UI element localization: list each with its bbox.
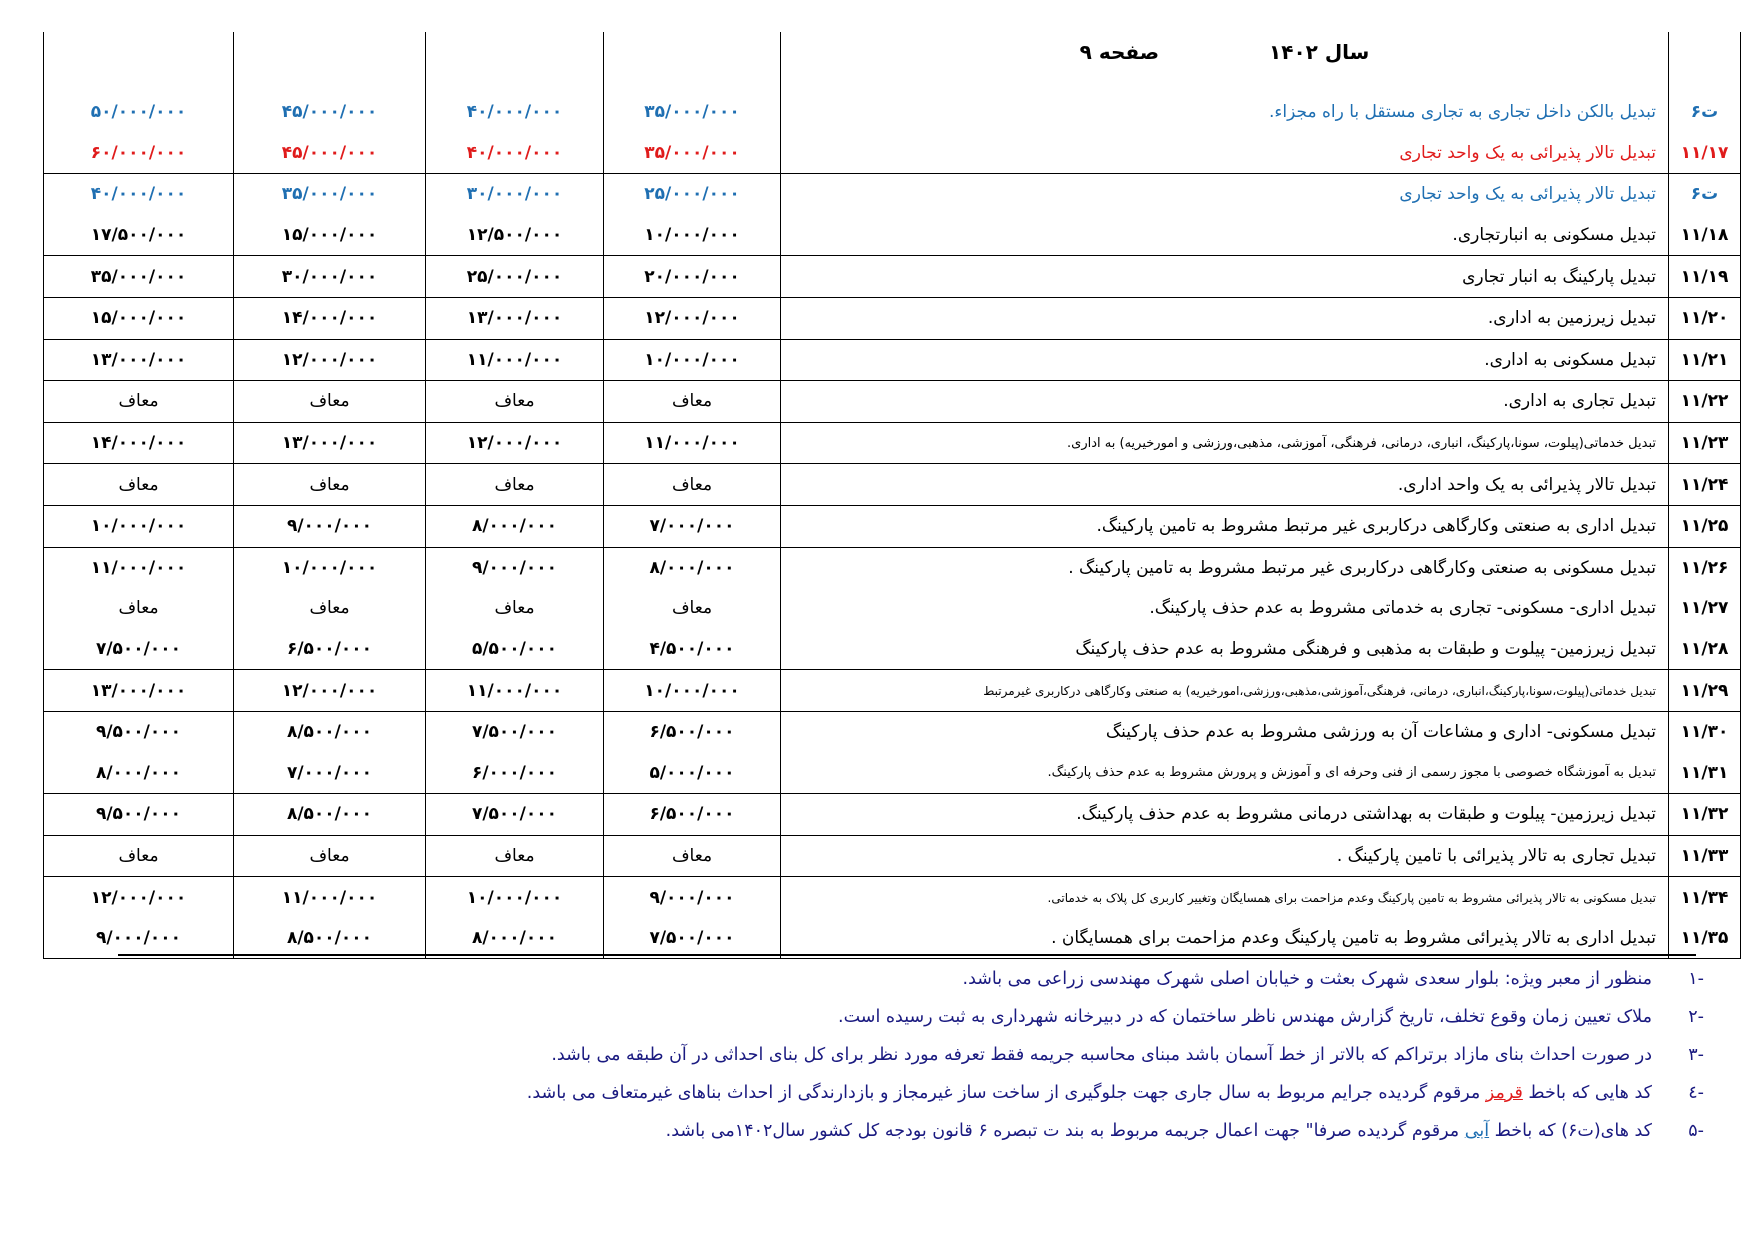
table-row <box>44 381 1741 423</box>
table-row <box>44 794 1741 836</box>
value-cell: ۴۵/۰۰۰/۰۰۰ <box>234 133 426 174</box>
note-text-pre: کد های(ت۶) که باخط <box>1489 1121 1652 1141</box>
value-cell: معاف <box>426 381 604 423</box>
row-code: ۱۱/۱۸ <box>1669 215 1741 256</box>
row-description: تبدیل مسکونی به انبارتجاری. <box>781 215 1669 256</box>
table-row <box>44 835 1741 877</box>
row-code: ۱۱/۲۹ <box>1669 670 1741 712</box>
blue-highlight-word: آبی <box>1464 1121 1490 1141</box>
value-cell: ۸/۵۰۰/۰۰۰ <box>234 794 426 836</box>
value-cell: ۱۴/۰۰۰/۰۰۰ <box>44 422 234 464</box>
row-description: تبدیل زیرزمین- پیلوت و طبقات به مذهبی و فرهنگی مشروط به عدم حذف پارکینگ <box>781 629 1669 670</box>
value-cell: ۱۱/۰۰۰/۰۰۰ <box>426 670 604 712</box>
value-cell: معاف <box>604 835 781 877</box>
value-cell: ۹/۵۰۰/۰۰۰ <box>44 794 234 836</box>
value-cell: ۹/۰۰۰/۰۰۰ <box>604 877 781 918</box>
value-cell: ۵/۵۰۰/۰۰۰ <box>426 629 604 670</box>
page-header <box>781 32 1669 92</box>
value-cell: ۱۲/۰۰۰/۰۰۰ <box>234 339 426 381</box>
row-code: ۱۱/۲۵ <box>1669 505 1741 547</box>
value-cell: ۳۰/۰۰۰/۰۰۰ <box>234 256 426 298</box>
row-code: ۱۱/۳۰ <box>1669 711 1741 752</box>
note-item <box>527 1036 1704 1074</box>
value-cell: ۱۲/۰۰۰/۰۰۰ <box>234 670 426 712</box>
value-cell: ۵/۰۰۰/۰۰۰ <box>604 753 781 794</box>
row-description: تبدیل تجاری به تالار پذیرائی با تامین پارکینگ . <box>781 835 1669 877</box>
value-cell: ۷/۵۰۰/۰۰۰ <box>44 629 234 670</box>
header-row <box>44 32 1741 92</box>
value-cell: ۸/۵۰۰/۰۰۰ <box>234 711 426 752</box>
note-item <box>527 1112 1704 1150</box>
row-description: تبدیل خدماتی(پیلوت، سونا،پارکینگ، انباری، درمانی، فرهنگی، آموزشی، مذهبی،ورزشی و امورخیریه) به اداری. <box>781 422 1669 464</box>
value-cell: ۱۱/۰۰۰/۰۰۰ <box>604 422 781 464</box>
value-cell: معاف <box>44 835 234 877</box>
value-cell: ۸/۵۰۰/۰۰۰ <box>234 918 426 959</box>
value-cell: ۸/۰۰۰/۰۰۰ <box>604 547 781 588</box>
value-cell: ۸/۰۰۰/۰۰۰ <box>426 505 604 547</box>
table-row <box>44 670 1741 712</box>
note-text-pre: کد هایی که باخط <box>1522 1083 1652 1103</box>
value-cell: معاف <box>426 464 604 506</box>
table-row <box>44 133 1741 174</box>
table-row <box>44 339 1741 381</box>
value-cell: ۱۵/۰۰۰/۰۰۰ <box>44 297 234 339</box>
value-cell: ۱۱/۰۰۰/۰۰۰ <box>44 547 234 588</box>
note-text-post: مرقوم گردیده جرایم مربوط به سال جاری جهت جلوگیری از ساخت ساز غیرمجاز و بازدارندگی از احداث بناهای غیرمتعاف می باشد. <box>526 1083 1486 1103</box>
table-row <box>44 629 1741 670</box>
value-cell: معاف <box>604 464 781 506</box>
row-description: تبدیل تجاری به اداری. <box>781 381 1669 423</box>
value-cell: ۱۳/۰۰۰/۰۰۰ <box>234 422 426 464</box>
row-description: تبدیل تالار پذیرائی به یک واحد اداری. <box>781 464 1669 506</box>
row-code: ۱۱/۲۶ <box>1669 547 1741 588</box>
value-cell: ۷/۰۰۰/۰۰۰ <box>234 753 426 794</box>
header-year: سال ۱۴۰۲ <box>1269 40 1370 64</box>
table-row <box>44 588 1741 629</box>
table-row <box>44 464 1741 506</box>
row-code: ت۶ <box>1669 92 1741 133</box>
row-code: ۱۱/۲۷ <box>1669 588 1741 629</box>
value-cell: ۷/۰۰۰/۰۰۰ <box>604 505 781 547</box>
row-description: تبدیل مسکونی به تالار پذیرائی مشروط به تامین پارکینگ وعدم مزاحمت برای همسایگان وتغییر کاربری کل پلاک به خدماتی. <box>781 877 1669 918</box>
row-code: ۱۱/۳۳ <box>1669 835 1741 877</box>
value-cell: ۳۵/۰۰۰/۰۰۰ <box>604 133 781 174</box>
value-cell: ۷/۵۰۰/۰۰۰ <box>426 794 604 836</box>
note-number: -۳ <box>1688 1045 1704 1065</box>
value-cell: ۳۰/۰۰۰/۰۰۰ <box>426 174 604 215</box>
note-number: -۵ <box>1688 1121 1704 1141</box>
note-item <box>527 1074 1704 1112</box>
row-code: ۱۱/۳۴ <box>1669 877 1741 918</box>
value-cell: ۹/۰۰۰/۰۰۰ <box>44 918 234 959</box>
value-cell: ۱۳/۰۰۰/۰۰۰ <box>44 339 234 381</box>
value-cell: ۴/۵۰۰/۰۰۰ <box>604 629 781 670</box>
value-cell: ۷/۵۰۰/۰۰۰ <box>426 711 604 752</box>
table-row <box>44 918 1741 959</box>
row-description: تبدیل تالار پذیرائی به یک واحد تجاری <box>781 133 1669 174</box>
value-cell: ۷/۵۰۰/۰۰۰ <box>604 918 781 959</box>
value-cell: ۶/۵۰۰/۰۰۰ <box>234 629 426 670</box>
note-number: -۱ <box>1688 969 1704 989</box>
value-cell: ۸/۰۰۰/۰۰۰ <box>44 753 234 794</box>
value-cell: ۶۰/۰۰۰/۰۰۰ <box>44 133 234 174</box>
value-cell: ۴۰/۰۰۰/۰۰۰ <box>44 174 234 215</box>
value-cell: ۲۵/۰۰۰/۰۰۰ <box>604 174 781 215</box>
value-cell: معاف <box>234 464 426 506</box>
table-row <box>44 174 1741 215</box>
row-code: ۱۱/۲۰ <box>1669 297 1741 339</box>
value-cell: ۲۰/۰۰۰/۰۰۰ <box>604 256 781 298</box>
note-text: منظور از معبر ویژه: بلوار سعدی شهرک بعثت و خیابان اصلی شهرک مهندسی زراعی می باشد. <box>962 969 1652 989</box>
value-cell: معاف <box>426 588 604 629</box>
value-cell: ۱۳/۰۰۰/۰۰۰ <box>426 297 604 339</box>
row-description: تبدیل مسکونی به صنعتی وکارگاهی درکاربری غیر مرتبط مشروط به تامین پارکینگ . <box>781 547 1669 588</box>
value-cell: ۵۰/۰۰۰/۰۰۰ <box>44 92 234 133</box>
table-row <box>44 92 1741 133</box>
table-row <box>44 215 1741 256</box>
row-code: ۱۱/۲۱ <box>1669 339 1741 381</box>
row-description: تبدیل تالار پذیرائی به یک واحد تجاری <box>781 174 1669 215</box>
value-cell: معاف <box>44 381 234 423</box>
value-cell: ۱۰/۰۰۰/۰۰۰ <box>234 547 426 588</box>
table-row <box>44 297 1741 339</box>
value-cell: ۳۵/۰۰۰/۰۰۰ <box>234 174 426 215</box>
value-cell: ۸/۰۰۰/۰۰۰ <box>426 918 604 959</box>
value-cell: ۱۴/۰۰۰/۰۰۰ <box>234 297 426 339</box>
value-cell: ۹/۰۰۰/۰۰۰ <box>426 547 604 588</box>
value-cell: ۱۰/۰۰۰/۰۰۰ <box>426 877 604 918</box>
value-cell: ۱۰/۰۰۰/۰۰۰ <box>44 505 234 547</box>
value-cell: ۱۱/۰۰۰/۰۰۰ <box>426 339 604 381</box>
value-cell: معاف <box>426 835 604 877</box>
row-code: ۱۱/۱۹ <box>1669 256 1741 298</box>
red-highlight-word: قرمز <box>1485 1083 1523 1103</box>
value-cell: ۲۵/۰۰۰/۰۰۰ <box>426 256 604 298</box>
value-cell: ۱۲/۰۰۰/۰۰۰ <box>604 297 781 339</box>
header-page: صفحه ۹ <box>1079 40 1160 64</box>
note-item <box>527 960 1704 998</box>
value-cell: ۳۵/۰۰۰/۰۰۰ <box>44 256 234 298</box>
value-cell: ۴۵/۰۰۰/۰۰۰ <box>234 92 426 133</box>
row-description: تبدیل خدماتی(پیلوت،سونا،پارکینگ،انباری، درمانی، فرهنگی،آموزشی،مذهبی،ورزشی،امورخیریه) به صنعتی وکارگاهی درکاربری غیرمرتبط <box>781 670 1669 712</box>
row-code: ت۶ <box>1669 174 1741 215</box>
table-row <box>44 256 1741 298</box>
value-cell: معاف <box>234 588 426 629</box>
value-cell: معاف <box>604 381 781 423</box>
row-code: ۱۱/۲۲ <box>1669 381 1741 423</box>
table-row <box>44 877 1741 918</box>
row-description: تبدیل اداری به صنعتی وکارگاهی درکاربری غیر مرتبط مشروط به تامین پارکینگ. <box>781 505 1669 547</box>
footnotes <box>527 960 1704 1150</box>
note-text: ملاک تعیین زمان وقوع تخلف، تاریخ گزارش مهندس ناظر ساختمان که در دبیرخانه شهرداری به ثبت رسیده است. <box>838 1007 1652 1027</box>
value-cell: ۳۵/۰۰۰/۰۰۰ <box>604 92 781 133</box>
value-cell: ۱۲/۰۰۰/۰۰۰ <box>44 877 234 918</box>
divider-line <box>118 954 1696 956</box>
row-code: ۱۱/۳۲ <box>1669 794 1741 836</box>
row-description: تبدیل به آموزشگاه خصوصی با مجوز رسمی از فنی وحرفه ای و آموزش و پرورش مشروط به عدم حذف پارکینگ. <box>781 753 1669 794</box>
value-cell: معاف <box>44 588 234 629</box>
row-code: ۱۱/۳۱ <box>1669 753 1741 794</box>
row-description: تبدیل زیرزمین به اداری. <box>781 297 1669 339</box>
value-cell: ۶/۵۰۰/۰۰۰ <box>604 711 781 752</box>
note-item <box>527 998 1704 1036</box>
value-cell: ۹/۰۰۰/۰۰۰ <box>234 505 426 547</box>
value-cell: ۱۰/۰۰۰/۰۰۰ <box>604 670 781 712</box>
tariff-table <box>43 32 1741 959</box>
value-cell: معاف <box>44 464 234 506</box>
value-cell: ۶/۵۰۰/۰۰۰ <box>604 794 781 836</box>
value-cell: ۴۰/۰۰۰/۰۰۰ <box>426 92 604 133</box>
value-cell: معاف <box>604 588 781 629</box>
value-cell: ۹/۵۰۰/۰۰۰ <box>44 711 234 752</box>
row-description: تبدیل مسکونی به اداری. <box>781 339 1669 381</box>
note-number: -۲ <box>1688 1007 1704 1027</box>
row-code: ۱۱/۱۷ <box>1669 133 1741 174</box>
value-cell: ۱۳/۰۰۰/۰۰۰ <box>44 670 234 712</box>
value-cell: معاف <box>234 835 426 877</box>
table-row <box>44 711 1741 752</box>
note-text-post: مرقوم گردیده صرفا" جهت اعمال جریمه مربوط به بند ت تبصره ۶ قانون بودجه کل کشور سال۱۴۰۲می باشد. <box>665 1121 1465 1141</box>
table-row <box>44 422 1741 464</box>
value-cell: ۱۰/۰۰۰/۰۰۰ <box>604 339 781 381</box>
row-code: ۱۱/۲۴ <box>1669 464 1741 506</box>
row-code: ۱۱/۳۵ <box>1669 918 1741 959</box>
row-description: تبدیل مسکونی- اداری و مشاعات آن به ورزشی مشروط به عدم حذف پارکینگ <box>781 711 1669 752</box>
table-row <box>44 505 1741 547</box>
value-cell: ۴۰/۰۰۰/۰۰۰ <box>426 133 604 174</box>
table-row <box>44 753 1741 794</box>
note-text: در صورت احداث بنای مازاد برتراکم که بالاتر از خط آسمان باشد مبنای محاسبه جریمه فقط تعرفه مورد نظر برای کل بنای احداثی در آن طبقه می باشد. <box>551 1045 1652 1065</box>
row-description: تبدیل زیرزمین- پیلوت و طبقات به بهداشتی درمانی مشروط به عدم حذف پارکینگ. <box>781 794 1669 836</box>
row-description: تبدیل بالکن داخل تجاری به تجاری مستقل با راه مجزاء. <box>781 92 1669 133</box>
row-description: تبدیل اداری- مسکونی- تجاری به خدماتی مشروط به عدم حذف پارکینگ. <box>781 588 1669 629</box>
row-code: ۱۱/۲۸ <box>1669 629 1741 670</box>
row-description: تبدیل پارکینگ به انبار تجاری <box>781 256 1669 298</box>
value-cell: ۱۵/۰۰۰/۰۰۰ <box>234 215 426 256</box>
row-code: ۱۱/۲۳ <box>1669 422 1741 464</box>
row-description: تبدیل اداری به تالار پذیرائی مشروط به تامین پارکینگ وعدم مزاحمت برای همسایگان . <box>781 918 1669 959</box>
value-cell: ۱۷/۵۰۰/۰۰۰ <box>44 215 234 256</box>
value-cell: ۱۲/۵۰۰/۰۰۰ <box>426 215 604 256</box>
value-cell: ۶/۰۰۰/۰۰۰ <box>426 753 604 794</box>
value-cell: ۱۲/۰۰۰/۰۰۰ <box>426 422 604 464</box>
table-row <box>44 547 1741 588</box>
note-number: -٤ <box>1688 1083 1704 1103</box>
value-cell: ۱۰/۰۰۰/۰۰۰ <box>604 215 781 256</box>
value-cell: ۱۱/۰۰۰/۰۰۰ <box>234 877 426 918</box>
value-cell: معاف <box>234 381 426 423</box>
